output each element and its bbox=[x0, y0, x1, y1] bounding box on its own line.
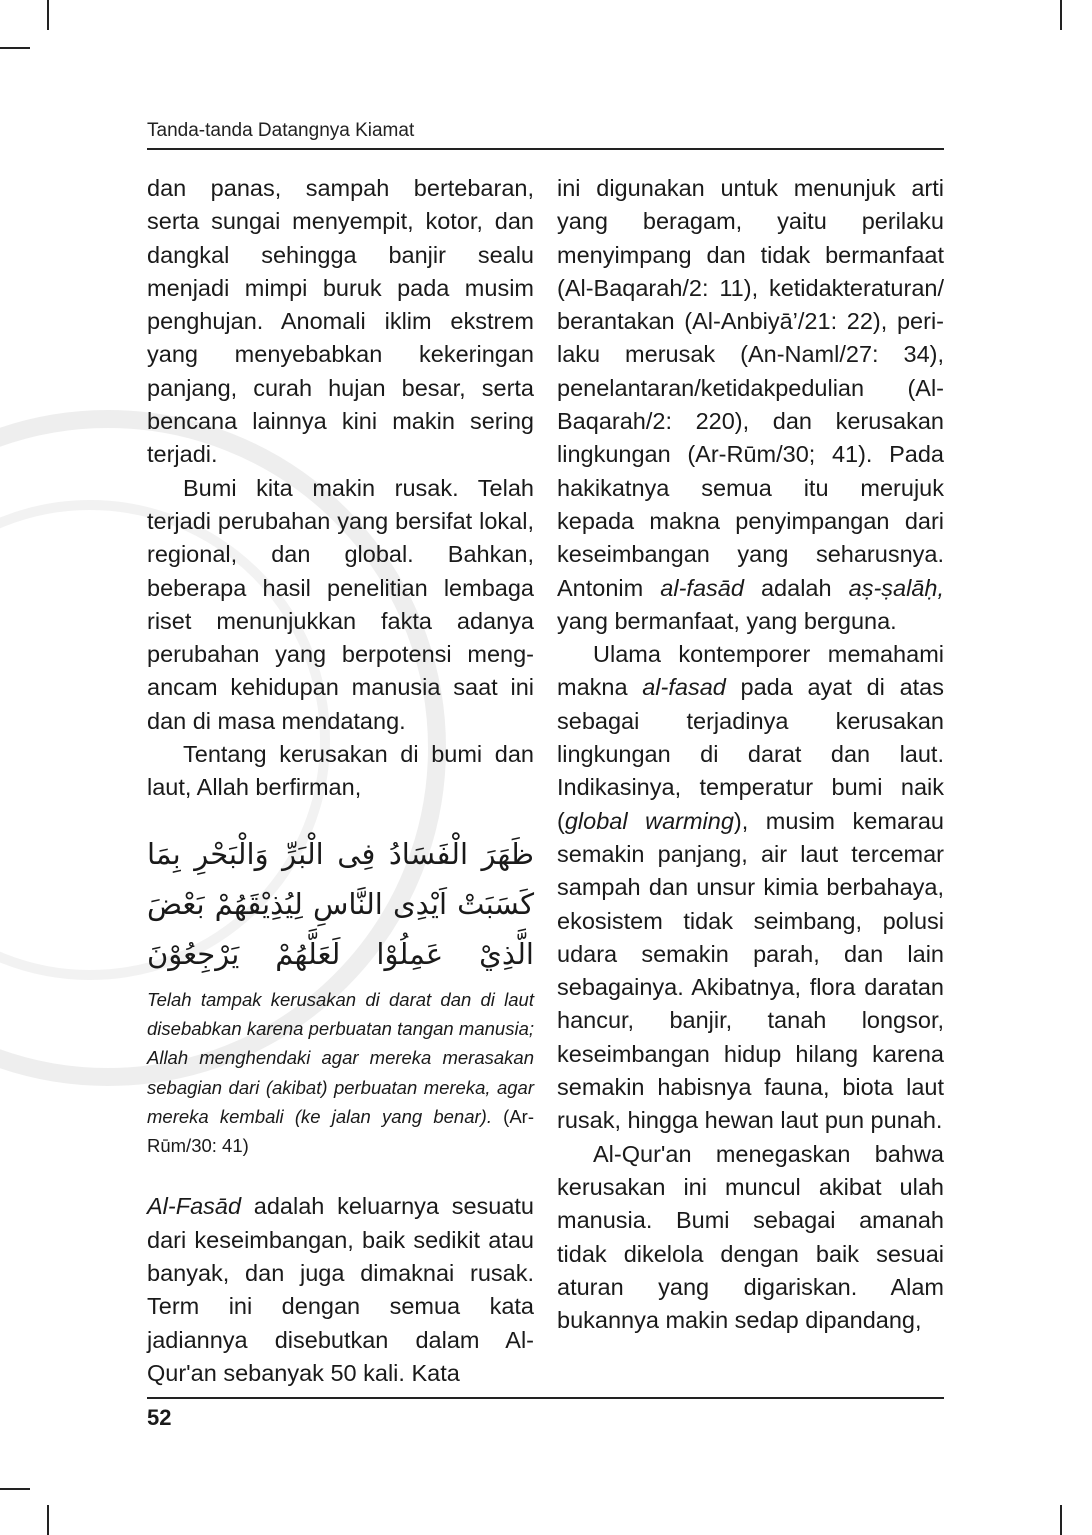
paragraph bbox=[557, 638, 944, 1137]
crop-mark bbox=[47, 1505, 49, 1535]
text: pada ayat di atas sebagai terjadinya kerusakan lingkungan di darat dan laut. Indikasinya, temperatur bumi naik ( bbox=[557, 674, 944, 834]
page-number: 52 bbox=[147, 1405, 172, 1430]
footer-rule bbox=[147, 1397, 944, 1399]
text: Ulama kontemporer memahami makna bbox=[557, 641, 944, 701]
term: al-fasad bbox=[642, 674, 726, 701]
left-column bbox=[147, 172, 534, 1390]
crop-mark bbox=[0, 47, 30, 49]
running-header: Tanda-tanda Datangnya Kiamat bbox=[147, 120, 415, 141]
paragraph: Al-Qur'an menegaskan bahwa kerusakan ini muncul akibat ulah manusia. Bumi sebagai amanah tidak dikelola dengan baik sesuai aturan yang digariskan. Alam bukannya makin sedap dipandang, bbox=[557, 1140, 944, 1334]
text: ini digunakan untuk menunjuk arti yang beragam, yaitu perilaku menyimpang dan tidak bermanfaat (Al-Baqarah/2: 11), ketidakteraturan/ berantakan (Al-Anbiyā’/21: 22), perilaku merusak (An-Naml/27: 34), penelantaran/ketidakpedulian (Al-Baqarah/2: 220), dan kerusakan lingkungan (Ar-Rūm/30; 41). Pada hakikatnya semua itu merujuk kepada makna penyimpangan dari keseimbangan yang seharusnya. Antonim bbox=[557, 175, 944, 601]
translation-text: Telah tampak kerusakan di darat dan di laut disebabkan karena perbuatan tangan manusia; Allah menghendaki agar mereka merasakan sebagian dari (akibat) perbuatan mereka, agar mereka kembali (ke jalan yang benar). bbox=[147, 988, 534, 1127]
header-rule bbox=[147, 148, 944, 150]
paragraph: Tentang kerusakan di bumi dan laut, Allah berfirman, bbox=[147, 741, 534, 801]
text: adalah bbox=[743, 574, 849, 601]
arabic-verse: ظَهَرَ الْفَسَادُ فِى الْبَرِّ وَالْبَحْرِ بِمَا كَسَبَتْ اَيْدِى النَّاسِ لِيُذِيْقَهُمْ بَعْضَ الَّذِيْ عَمِلُوْا لَعَلَّهُمْ يَرْجِعُوْنَ bbox=[147, 836, 534, 971]
paragraph: Bumi kita makin rusak. Telah terjadi perubahan yang bersifat lokal, regional, dan global. Bahkan, beberapa hasil penelitian lembaga riset menunjukkan fakta adanya perubahan yang berpotensi mengancam kehidupan manusia saat ini dan di masa mendatang. bbox=[147, 474, 534, 734]
paragraph: dan panas, sampah bertebaran, serta sungai menyempit, kotor, dan dangkal sehingga banjir sealu menjadi mimpi buruk pada musim penghujan. Anomali iklim ekstrem yang menyebabkan kekeringan panjang, curah hujan besar, serta bencana lainnya kini makin sering terjadi. bbox=[147, 175, 534, 468]
crop-mark bbox=[1060, 1505, 1062, 1535]
term: al-fasād bbox=[660, 574, 744, 601]
paragraph bbox=[557, 172, 944, 638]
text: yang bermanfaat, yang berguna. bbox=[557, 607, 897, 634]
text: ), musim kemarau semakin panjang, air laut tercemar sampah dan unsur kimia berbahaya, ekosistem tidak seimbang, polusi udara semakin parah, dan lain sebagainya. Akibatnya, flora daratan hancur, banjir, tanah longsor, keseimbangan hidup hilang karena semakin habisnya fauna, biota laut rusak, hingga hewan laut pun punah. bbox=[557, 807, 944, 1134]
crop-mark bbox=[0, 1488, 30, 1490]
crop-mark bbox=[47, 0, 49, 30]
term: aṣ-ṣalāḥ, bbox=[848, 574, 944, 601]
verse-reference: (Ar-Rūm/30: 41) bbox=[147, 1105, 534, 1157]
term: global warming bbox=[564, 807, 734, 834]
text: adalah keluarnya sesuatu dari keseimbangan, baik sedikit atau banyak, dan juga dimaknai rusak. Term ini dengan semua kata jadiannya disebutkan dalam Al-Qur'an sebanyak 50 kali. Kata bbox=[147, 1193, 534, 1386]
crop-mark bbox=[1060, 0, 1062, 30]
verse-translation bbox=[147, 985, 534, 1161]
paragraph bbox=[147, 1190, 534, 1390]
term: Al-Fasād bbox=[147, 1193, 242, 1220]
right-column bbox=[557, 172, 944, 1337]
